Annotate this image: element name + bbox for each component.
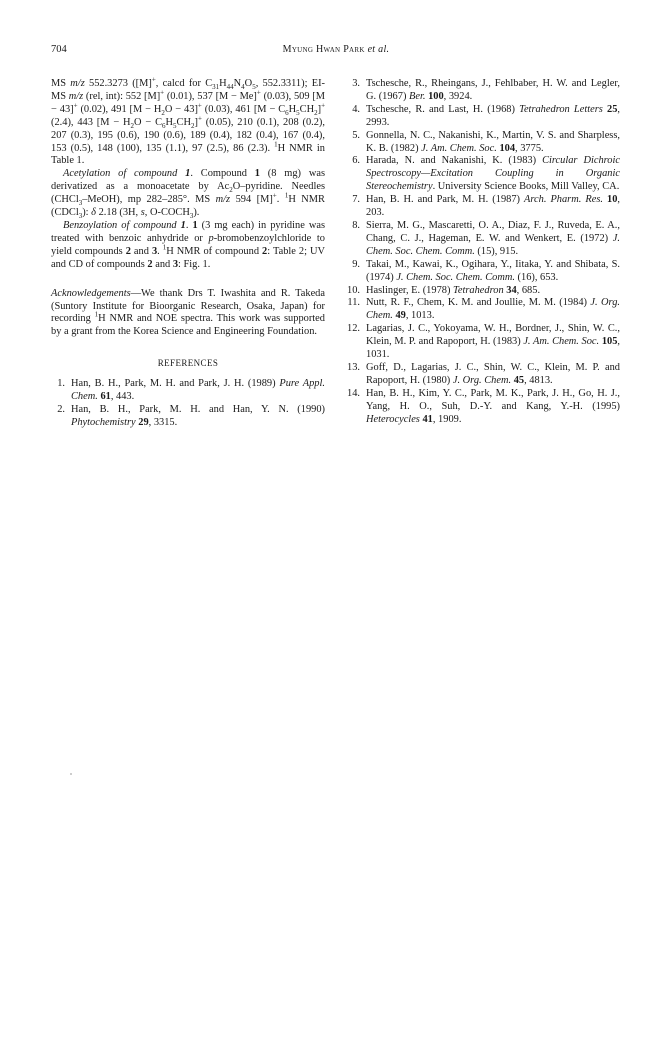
references-heading: REFERENCES	[157, 358, 219, 369]
acetylation-paragraph: Acetylation of compound 1. Compound 1 (8 mg) was derivatized as a monoacetate by $Ac_2O$–pyridine. Needles (CHCl$_3$–MeOH), mp 282–285°. MS m/z 594 [M]+. $^1$H NMR (CDCl$_3$): δ 2.18 (3H, s, $O-COCH_3$).	[51, 168, 325, 221]
acknowledgements-paragraph: Acknowledgements—We thank Drs T. Iwashita and R. Takeda (Suntory Institute for Bioorganic Research, Osaka, Japan) for recording $^1$H NMR and NOE spectra. This work was supported by a grant from the Korea Science and Engineering Foundation.	[51, 287, 325, 338]
reference-item: 5. Gonnella, N. C., Nakanishi, K., Martin, V. S. and Sharpless, K. B. (1982) J. Am. Chem. Soc. 104, 3775.	[352, 129, 620, 154]
running-head-suffix: et al.	[367, 44, 390, 55]
speck-mark	[70, 773, 72, 775]
running-head-author: Myung Hwan Park	[282, 44, 365, 55]
ms-data-paragraph: MS m/z 552.3273 ([M]+, calcd for $C_{31}H_{44}N_4O_5$, 552.3311); EI-MS m/z (rel, int): 552 [M]+ (0.01), 537 [M − Me]+ (0.03), 509 [M − 43]+ (0.02), 491 $[M - H_2O - 43]^+$ (0.03), 461 $[M - C_6H_5CH_2]^+$ (2.4), 443 $[M - H_2O - C_6H_5CH_2]^+$ (0.05), 210 (0.1), 208 (0.2), 207 (0.3), 195 (0.6), 190 (0.6), 189 (0.4), 182 (0.4), 167 (0.4), 153 (0.5), 148 (100), 135 (1.1), 97 (2.5), 86 (2.3). $^1$H NMR in Table 1.	[51, 75, 326, 167]
left-column	[51, 75, 326, 430]
reference-item: 4. Tschesche, R. and Last, H. (1968) Tetrahedron Letters 25, 2993.	[352, 103, 620, 128]
reference-item: 6. Harada, N. and Nakanishi, K. (1983) Circular Dichroic Spectroscopy—Excitation Coupling in Organic Stereochemistry. University Science Books, Mill Valley, CA.	[352, 155, 620, 193]
reference-item: 10. Haslinger, E. (1978) Tetrahedron 34, 685.	[347, 284, 541, 296]
references-list-left	[51, 378, 325, 430]
reference-item: 8. Sierra, M. G., Mascaretti, O. A., Diaz, F. J., Ruveda, E. A., Chang, C. J., Hageman, E. W. and Wenkert, E. (1972) J. Chem. Soc. Chem. Comm. (15), 915.	[352, 219, 620, 257]
reference-item: 2. Han, B. H., Park, M. H. and Han, Y. N. (1990) Phytochemistry 29, 3315.	[57, 403, 325, 428]
reference-item: 1. Han, B. H., Park, M. H. and Park, J. H. (1989) Pure Appl. Chem. 61, 443.	[57, 378, 325, 403]
acetylation-heading: Acetylation of compound	[63, 168, 178, 180]
reference-item: 9. Takai, M., Kawai, K., Ogihara, Y., Iitaka, Y. and Shibata, S. (1974) J. Chem. Soc. Chem. Comm. (16), 653.	[352, 258, 620, 283]
benzoylation-paragraph: Benzoylation of compound 1. 1 (3 mg each) in pyridine was treated with benzoic anhydride or p-bromobenzoylchloride to yield compounds 2 and 3. $^1$H NMR of compound 2: Table 2; UV and CD of compounds 2 and 3: Fig. 1.	[51, 219, 326, 270]
reference-item: 14. Han, B. H., Kim, Y. C., Park, M. K., Park, J. H., Go, H. J., Yang, H. O., Suh, D.-Y. and Kang, Y.-H. (1995) Heterocycles 41, 1909.	[347, 387, 620, 425]
reference-item: 11. Nutt, R. F., Chem, K. M. and Joullie, M. M. (1984) J. Org. Chem. 49, 1013.	[347, 297, 620, 322]
reference-item: 13. Goff, D., Lagarias, J. C., Shin, W. C., Klein, M. P. and Rapoport, H. (1980) J. Org. Chem. 45, 4813.	[347, 361, 620, 386]
references-list-right	[346, 78, 620, 426]
right-column	[346, 78, 620, 426]
benzoylation-heading: Benzoylation of compound	[63, 219, 177, 231]
running-head	[0, 44, 672, 55]
acknowledgements-heading: Acknowledgements	[51, 287, 131, 299]
reference-item: 12. Lagarias, J. C., Yokoyama, W. H., Bordner, J., Shin, W. C., Klein, M. P. and Rapoport, H. (1983) J. Am. Chem. Soc. 105, 1031.	[347, 323, 621, 361]
page-number: 704	[51, 44, 67, 55]
reference-item: 3. Tschesche, R., Rheingans, J., Fehlbaber, H. W. and Legler, G. (1967) Ber. 100, 3924.	[352, 78, 620, 102]
reference-item: 7. Han, B. H. and Park, M. H. (1987) Arch. Pharm. Res. 10, 203.	[352, 194, 620, 219]
